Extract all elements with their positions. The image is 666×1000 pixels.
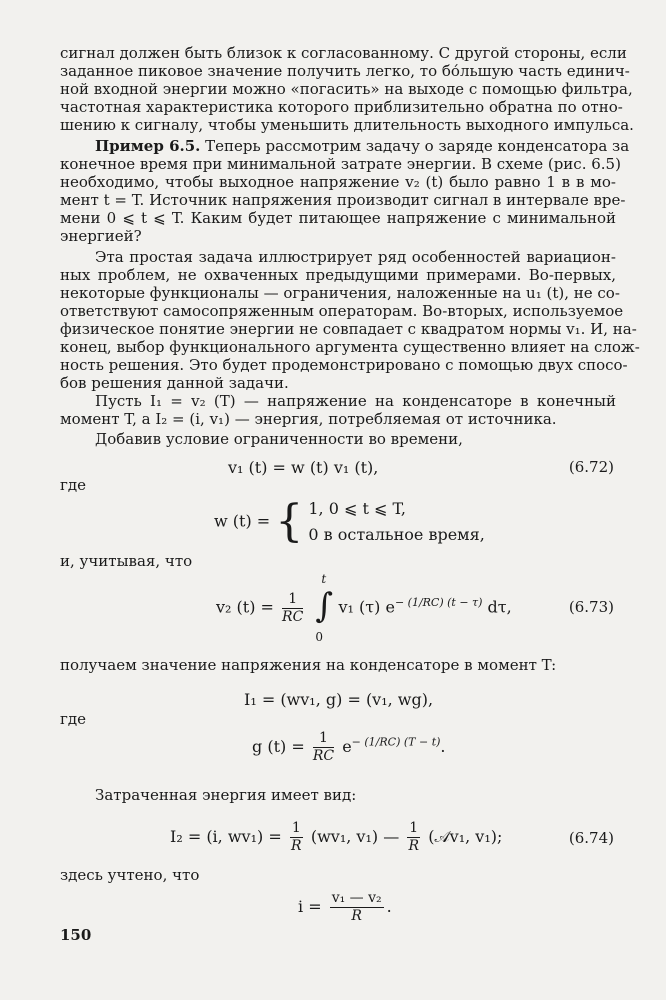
g-lhs: g (t) = xyxy=(252,737,305,756)
text-line: ответствуют самосопряженным операторам. Во-вторых, используемое xyxy=(60,302,624,320)
denominator: R xyxy=(351,908,362,924)
numerator: 1 xyxy=(291,820,301,836)
text-line: необходимо, чтобы выходное напряжение v₂ (t) было равно 1 в в мо- xyxy=(60,173,616,191)
integral-sign xyxy=(311,572,334,644)
equation-g xyxy=(252,730,446,765)
text-line: Затраченная энергия имеет вид: xyxy=(95,786,357,804)
equation-6-72: v₁ (t) = w (t) v₁ (t), xyxy=(228,458,379,477)
period: . xyxy=(440,737,446,756)
upper-limit: t xyxy=(321,572,327,586)
text-line: Пусть I₁ = v₂ (T) — напряжение на конденсаторе в конечный xyxy=(95,392,616,410)
example-label: Пример 6.5. xyxy=(95,137,201,155)
fraction xyxy=(282,591,303,626)
text-line: мент t = T. Источник напряжения производит сигнал в интервале вре- xyxy=(60,191,626,209)
middle-term: (wv₁, v₁) — xyxy=(310,827,400,846)
i2-lhs: I₂ = (i, wv₁) = xyxy=(170,827,282,846)
equation-number: (6.74) xyxy=(568,829,614,847)
numerator: v₁ — v₂ xyxy=(331,890,382,906)
text-line: мени 0 ⩽ t ⩽ T. Каким будет питающее напряжение с минимальной xyxy=(60,209,616,227)
text-line: бов решения данной задачи. xyxy=(60,374,289,392)
i-lhs: i = xyxy=(298,897,322,916)
dtau: dτ, xyxy=(487,597,512,617)
case-1: 1, 0 ⩽ t ⩽ T, xyxy=(308,499,406,518)
text-line: ных проблем, не охваченных предыдущими примерами. Во-первых, xyxy=(60,266,616,284)
text-line: ность решения. Это будет продемонстрировано с помощью двух спосо- xyxy=(60,356,628,374)
example-first-line xyxy=(95,137,630,155)
denominator: RC xyxy=(282,608,304,625)
text-line: энергией? xyxy=(60,227,142,245)
equation-6-74 xyxy=(170,820,502,855)
fraction xyxy=(407,820,420,855)
equation-6-73 xyxy=(216,572,512,644)
label-here-accounted: здесь учтено, что xyxy=(60,866,200,884)
numerator: 1 xyxy=(313,730,334,748)
text-line: ной входной энергии можно «погасить» на выходе с помощью фильтра, xyxy=(60,80,633,98)
label-where: где xyxy=(60,476,86,494)
text-line: Эта простая задача иллюстрирует ряд особенностей вариацион- xyxy=(95,248,616,266)
cases xyxy=(308,496,484,548)
denominator: R xyxy=(291,838,302,854)
exp-base: e xyxy=(342,737,352,756)
integral-symbol: ∫ xyxy=(315,586,334,626)
label-where: где xyxy=(60,710,86,728)
numerator: 1 xyxy=(282,591,303,609)
text-line: физическое понятие энергии не совпадает с квадратом нормы v₁. И, на- xyxy=(60,320,637,338)
rhs-term: (𝒜v₁, v₁); xyxy=(428,827,503,846)
v2-lhs: v₂ (t) = xyxy=(216,597,274,617)
text-line: момент T, а I₂ = (i, v₁) — энергия, потребляемая от источника. xyxy=(60,410,557,428)
text-line: конечное время при минимальной затрате энергии. В схеме (рис. 6.5) xyxy=(60,155,621,173)
page-number: 150 xyxy=(60,926,92,944)
period: . xyxy=(386,897,392,916)
exponent: − (1/RC) (T − t) xyxy=(351,735,441,749)
text-line: частотная характеристика которого приблизительно обратна по отно- xyxy=(60,98,623,116)
equation-i1: I₁ = (wv₁, g) = (v₁, wg), xyxy=(244,690,434,709)
fraction xyxy=(313,730,334,765)
w-lhs: w (t) = xyxy=(214,511,271,531)
text-line: некоторые функционалы — ограничения, наложенные на u₁ (t), не со- xyxy=(60,284,620,302)
fraction xyxy=(330,890,384,925)
equation-number: (6.72) xyxy=(568,458,614,476)
fraction xyxy=(290,820,303,855)
denominator: R xyxy=(408,838,420,854)
lower-limit: 0 xyxy=(315,630,324,644)
equation-w-definition xyxy=(214,496,485,548)
text-line: получаем значение напряжения на конденсаторе в момент T: xyxy=(60,656,557,674)
text-line: Теперь рассмотрим задачу о заряде конденсатора за xyxy=(205,137,630,155)
brace-symbol: { xyxy=(275,496,304,547)
text-line: сигнал должен быть близок к согласованному. С другой стороны, если xyxy=(60,44,627,62)
label-considering: и, учитывая, что xyxy=(60,552,193,570)
text-line: шению к сигналу, чтобы уменьшить длительность выходного импульса. xyxy=(60,116,634,134)
numerator: 1 xyxy=(409,820,419,836)
equation-number: (6.73) xyxy=(568,598,614,616)
integrand: v₁ (τ) e xyxy=(338,597,395,617)
text-line: заданное пиковое значение получить легко, то бо́льшую часть единич- xyxy=(60,62,630,80)
denominator: RC xyxy=(312,748,335,764)
text-line: Добавив условие ограниченности во времени, xyxy=(95,430,463,448)
equation-current xyxy=(298,890,392,925)
case-2: 0 в остальное время, xyxy=(308,525,485,544)
text-line: конец, выбор функционального аргумента существенно влияет на слож- xyxy=(60,338,640,356)
exponent: − (1/RC) (t − τ) xyxy=(394,596,483,610)
